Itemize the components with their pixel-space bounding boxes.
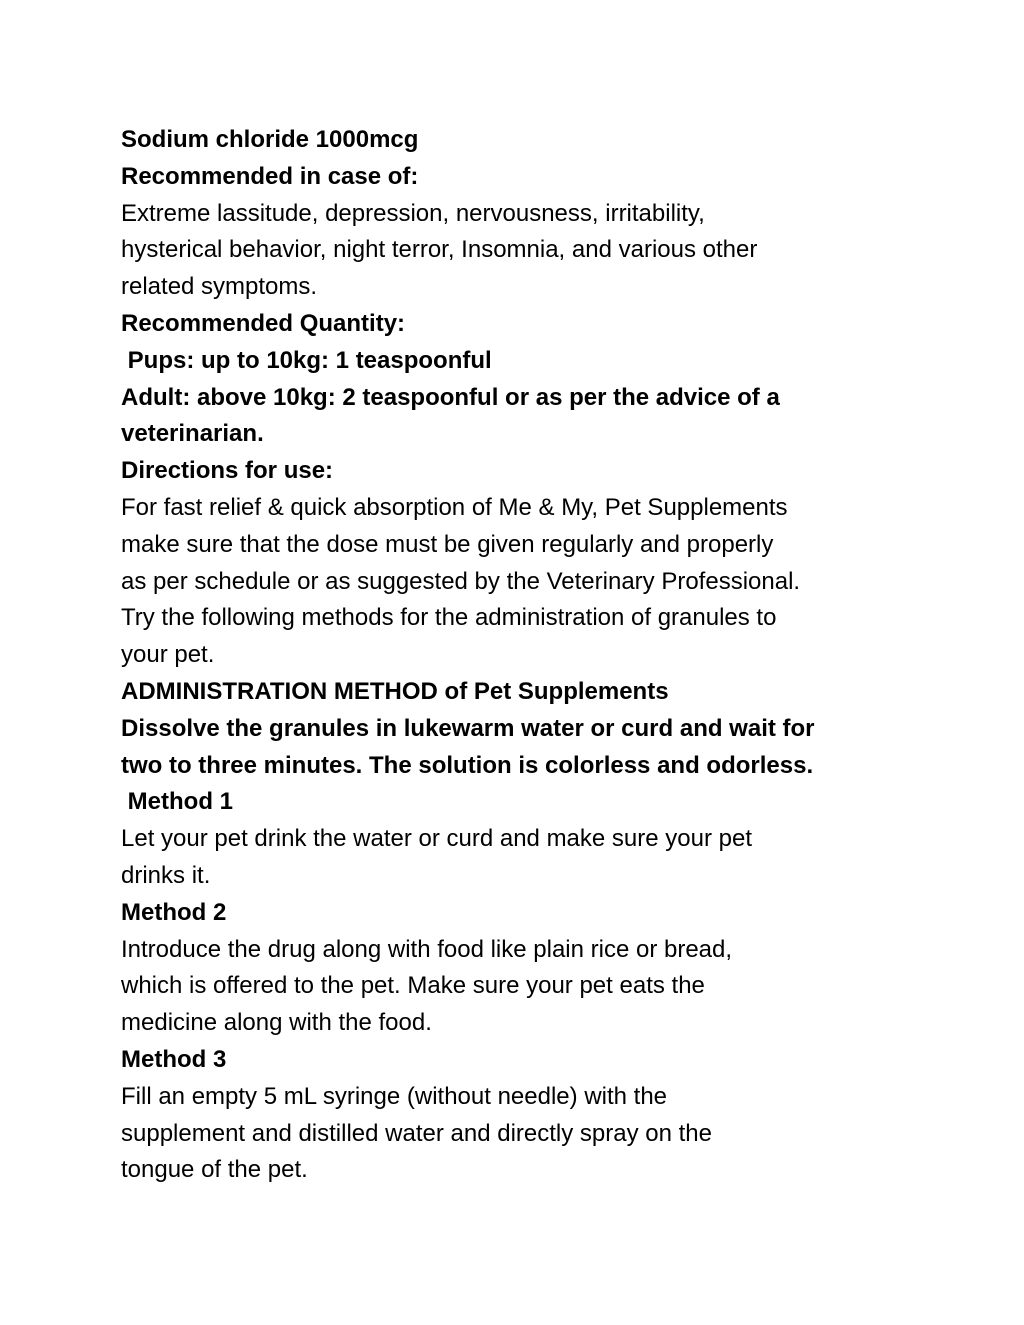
text-line: your pet. — [121, 641, 215, 669]
method-1-text — [121, 821, 911, 895]
recommended-text — [121, 196, 911, 306]
text-line: two to three minutes. The solution is colorless and odorless. — [121, 751, 814, 779]
text-line: veterinarian. — [121, 420, 264, 448]
method-3-text — [121, 1079, 911, 1189]
administration-text — [121, 711, 911, 785]
text-line: supplement and distilled water and directly spray on the — [121, 1119, 712, 1147]
method-2-text — [121, 932, 911, 1042]
text-line: Fill an empty 5 mL syringe (without needle) with the — [121, 1082, 668, 1110]
text-line: Dissolve the granules in lukewarm water or curd and wait for — [121, 714, 815, 742]
text-line: drinks it. — [121, 861, 211, 889]
text-line: related symptoms. — [121, 273, 318, 301]
quantity-heading: Recommended Quantity: — [121, 309, 406, 337]
text-line: Extreme lassitude, depression, nervousness, irritability, — [121, 199, 705, 227]
text-line: medicine along with the food. — [121, 1009, 432, 1037]
text-line: Let your pet drink the water or curd and make sure your pet — [121, 825, 752, 853]
quantity-adult — [121, 380, 911, 454]
method-3-heading: Method 3 — [121, 1045, 227, 1073]
recommended-heading: Recommended in case of: — [121, 162, 419, 190]
text-line: Adult: above 10kg: 2 teaspoonful or as per the advice of a — [121, 383, 780, 411]
text-line: Try the following methods for the administration of granules to — [121, 604, 777, 632]
product-title: Sodium chloride 1000mcg — [121, 126, 419, 153]
method-2-heading: Method 2 — [121, 898, 227, 926]
text-line: which is offered to the pet. Make sure your pet eats the — [121, 972, 705, 1000]
text-line: make sure that the dose must be given regularly and properly — [121, 530, 774, 558]
quantity-pups: Pups: up to 10kg: 1 teaspoonful — [121, 346, 492, 374]
administration-heading: ADMINISTRATION METHOD of Pet Supplements — [121, 677, 669, 705]
text-line: Introduce the drug along with food like plain rice or bread, — [121, 935, 733, 963]
text-line: as per schedule or as suggested by the Veterinary Professional. — [121, 567, 801, 595]
text-line: hysterical behavior, night terror, Insomnia, and various other — [121, 236, 758, 264]
directions-heading: Directions for use: — [121, 457, 334, 485]
directions-text — [121, 490, 911, 674]
text-line: tongue of the pet. — [121, 1156, 308, 1184]
method-1-heading: Method 1 — [121, 788, 233, 816]
document-page — [121, 122, 911, 1189]
text-line: For fast relief & quick absorption of Me & My, Pet Supplements — [121, 493, 788, 521]
